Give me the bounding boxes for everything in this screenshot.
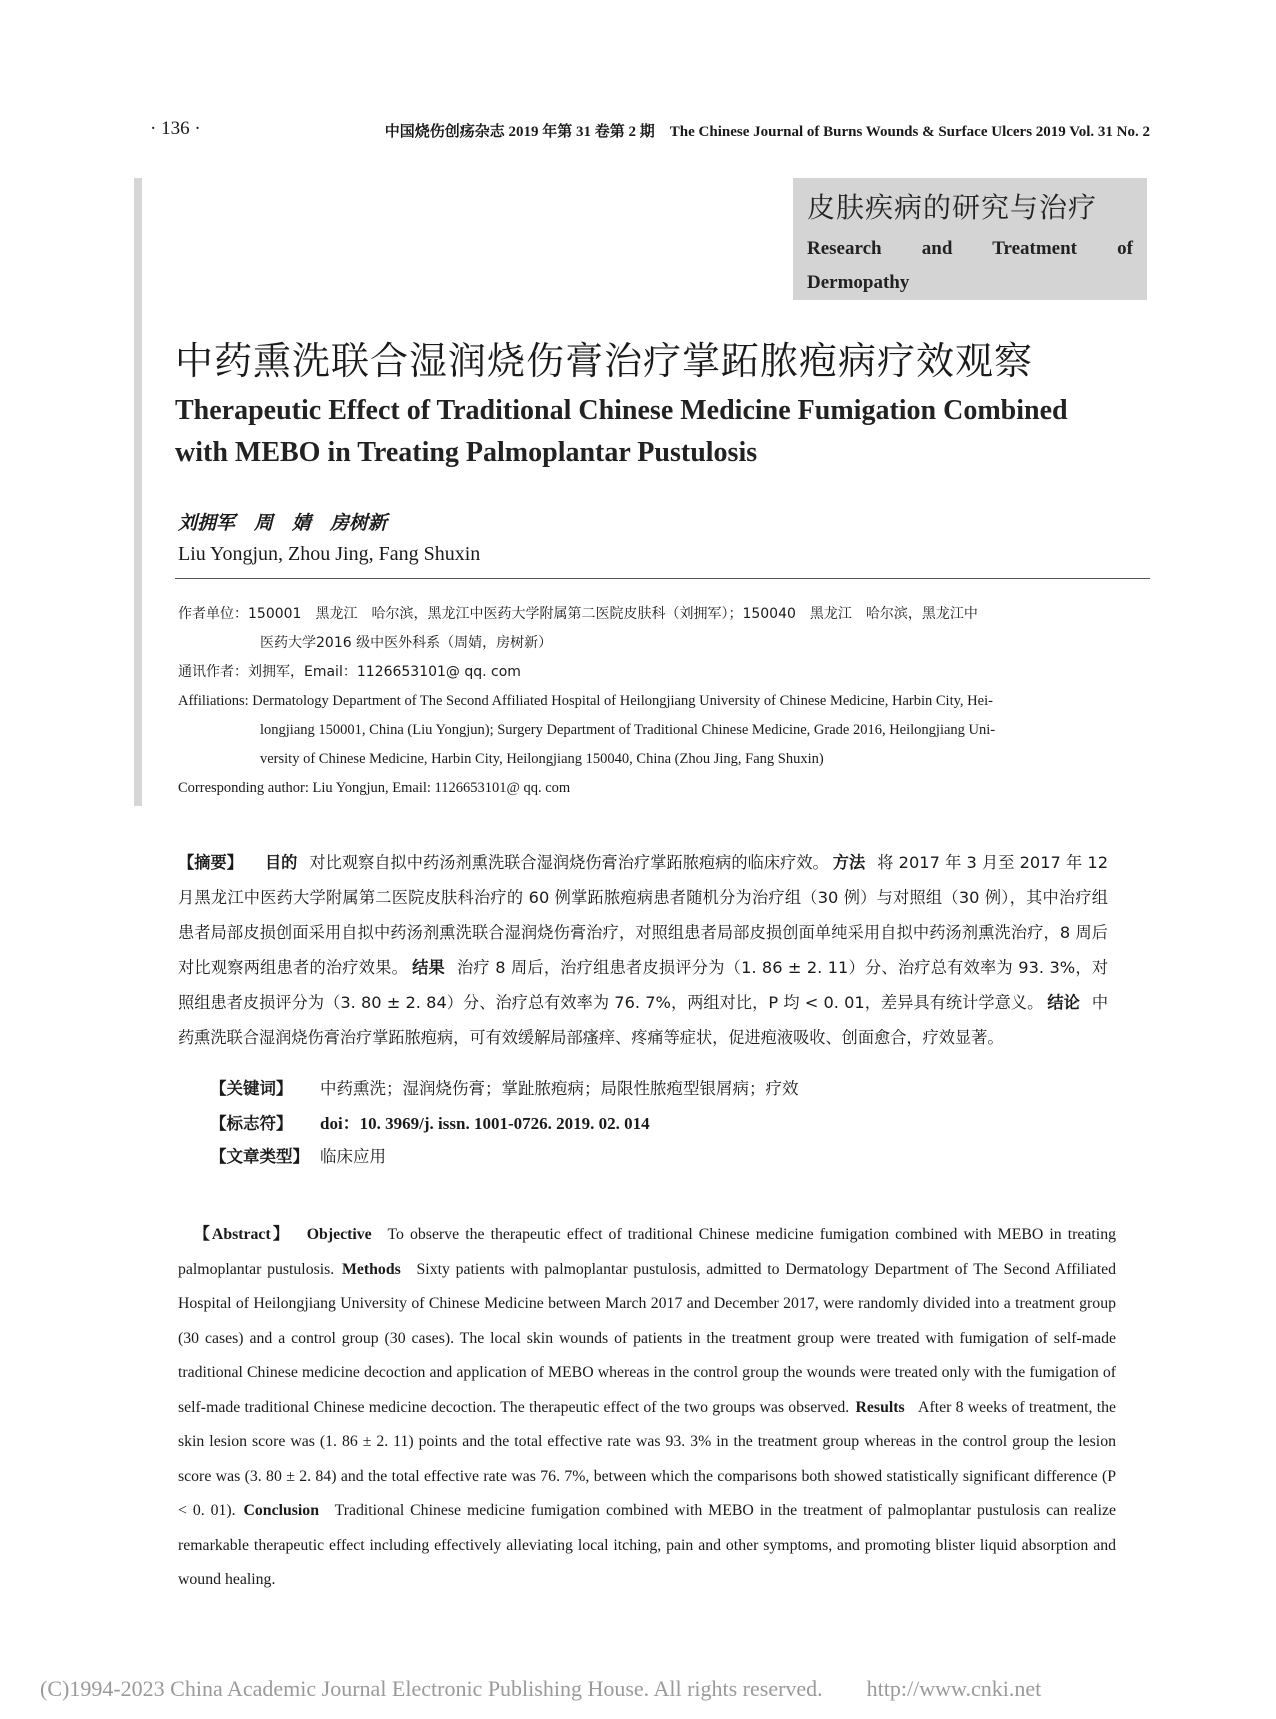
- methods-label-cn: 方法: [832, 853, 866, 872]
- methods-label-en: Methods: [341, 1260, 401, 1278]
- affiliation-en-line2: longjiang 150001, China (Liu Yongjun); Surgery Department of Traditional Chinese Medicine, Grade 2016, Heilongjiang Uni-: [260, 722, 996, 738]
- abstract-cn-label: 【摘要】: [178, 853, 243, 872]
- results-label-en: Results: [855, 1398, 905, 1416]
- conclusion-label-en: Conclusion: [243, 1502, 319, 1519]
- conclusion-text-cn: 中药熏洗联合湿润烧伤膏治疗掌跖脓疱病，可有效缓解局部瘙痒、疼痛等症状，促进疱液吸收、创面愈合，疗效显著。: [178, 993, 1108, 1047]
- keywords-line: [210, 1075, 799, 1099]
- objective-label-en: Objective: [306, 1226, 372, 1243]
- article-title-en: Therapeutic Effect of Traditional Chinese Medicine Fumigation Combined with MEBO in Treating Palmoplantar Pustulosis: [175, 395, 1068, 468]
- running-head: 中国烧伤创疡杂志 2019 年第 31 卷第 2 期 The Chinese Journal of Burns Wounds & Surface Ulcers 2019 Vol. 31 No. 2: [384, 124, 1150, 140]
- doi-label: 【标志符】: [210, 1114, 293, 1133]
- article-type-value: 临床应用: [320, 1147, 386, 1166]
- article-type-label: 【文章类型】: [210, 1147, 309, 1166]
- methods-text-cn: 将 2017 年 3 月至 2017 年 12 月黑龙江中医药大学附属第二医院皮肤科治疗的 60 例掌跖脓疱病患者随机分为治疗组（30 例）与对照组（30 例），其中治疗组患者局部皮损创面采用自拟中药汤剂熏洗联合湿润烧伤膏治疗，对照组患者局部皮损创面单纯采用自拟中药汤剂熏洗治疗，8 周后对比观察两组患者的治疗效果。: [178, 853, 1109, 977]
- section-title-en: Research and Treatment of Dermopathy: [807, 238, 1133, 293]
- abstract-cn: [178, 845, 1108, 1055]
- article-title-cn: 中药熏洗联合湿润烧伤膏治疗掌跖脓疱病疗效观察: [175, 339, 1034, 383]
- section-box: [793, 178, 1147, 300]
- corresponding-author-en: Corresponding author: Liu Yongjun, Email: 1126653101@ qq. com: [178, 780, 571, 796]
- conclusion-text-en: Traditional Chinese medicine fumigation combined with MEBO in the treatment of palmoplantar pustulosis can realize remarkable therapeutic effect including effectively alleviating local itching, pain and other symptoms, and promoting blister liquid absorption and wound healing.: [178, 1502, 1116, 1588]
- results-text-cn: 治疗 8 周后，治疗组患者皮损评分为（1. 86 ± 2. 11）分、治疗总有效率为 93. 3%，对照组患者皮损评分为（3. 80 ± 2. 84）分、治疗总有效率为 76. 7%，两组对比，P 均 < 0. 01，差异具有统计学意义。: [178, 958, 1109, 1012]
- objective-label-cn: 目的: [264, 853, 298, 872]
- left-accent-bar: [134, 178, 142, 806]
- affiliation-en: [178, 687, 1128, 774]
- affiliation-en-line3: versity of Chinese Medicine, Harbin City, Heilongjiang 150040, China (Zhou Jing, Fang Shuxin): [260, 751, 824, 767]
- page-number: · 136 ·: [150, 118, 201, 139]
- page-header: [150, 118, 1150, 148]
- authors-en: Liu Yongjun, Zhou Jing, Fang Shuxin: [178, 543, 481, 565]
- authors-cn: 刘拥军 周 婧 房树新: [178, 512, 388, 534]
- conclusion-label-cn: 结论: [1047, 993, 1080, 1012]
- article-type-line: [210, 1143, 386, 1167]
- keywords-label: 【关键词】: [210, 1079, 293, 1098]
- objective-text-en: To observe the therapeutic effect of traditional Chinese medicine fumigation combined with MEBO in treating palmoplantar pustulosis.: [178, 1226, 1116, 1278]
- abstract-en-label: 【Abstract】: [194, 1226, 291, 1243]
- divider: [175, 578, 1150, 579]
- abstract-en: [178, 1218, 1116, 1598]
- doi-value: doi：10. 3969/j. issn. 1001-0726. 2019. 02. 014: [320, 1114, 650, 1133]
- objective-text-cn: 对比观察自拟中药汤剂熏洗联合湿润烧伤膏治疗掌跖脓疱病的临床疗效。: [309, 853, 829, 872]
- results-text-en: After 8 weeks of treatment, the skin lesion score was (1. 86 ± 2. 11) points and the total effective rate was 93. 3% in the treatment group whereas in the control group the lesion score was (3. 80 ± 2. 84) and the total effective rate was 76. 7%, between which the comparisons both showed statistically significant difference (P < 0. 01).: [178, 1398, 1117, 1519]
- affiliation-cn: [178, 600, 1128, 658]
- affiliations: [178, 600, 1128, 803]
- affiliation-cn-label: 作者单位：: [178, 606, 248, 622]
- copyright-footer: (C)1994-2023 China Academic Journal Electronic Publishing House. All rights reserved. http://www.cnki.net: [40, 1676, 1042, 1701]
- results-label-cn: 结果: [412, 958, 445, 977]
- affiliation-en-line1: Dermatology Department of The Second Affiliated Hospital of Heilongjiang University of Chinese Medicine, Harbin City, Hei-: [252, 693, 993, 709]
- doi-line: [210, 1109, 650, 1134]
- section-title-cn: 皮肤疾病的研究与治疗: [807, 191, 1098, 224]
- affiliation-cn-line2: 医药大学2016 级中医外科系（周婧，房树新）: [260, 635, 553, 651]
- corresponding-author-cn: 通讯作者：刘拥军，Email：1126653101@ qq. com: [178, 664, 521, 680]
- affiliation-en-label: Affiliations:: [178, 693, 249, 709]
- methods-text-en: Sixty patients with palmoplantar pustulosis, admitted to Dermatology Department of The Second Affiliated Hospital of Heilongjiang University of Chinese Medicine between March 2017 and December 2017, were randomly divided into a treatment group (30 cases) and a control group (30 cases). The local skin wounds of patients in the treatment group were treated with fumigation of self-made traditional Chinese medicine decoction and application of MEBO whereas in the control group the wounds were treated only with the fumigation of self-made traditional Chinese medicine decoction. The therapeutic effect of the two groups was observed.: [178, 1260, 1117, 1416]
- affiliation-cn-line1: 150001 黑龙江 哈尔滨，黑龙江中医药大学附属第二医院皮肤科（刘拥军）；150040 黑龙江 哈尔滨，黑龙江中: [248, 606, 978, 622]
- keywords-value: 中药熏洗；湿润烧伤膏；掌趾脓疱病；局限性脓疱型银屑病；疗效: [320, 1079, 799, 1098]
